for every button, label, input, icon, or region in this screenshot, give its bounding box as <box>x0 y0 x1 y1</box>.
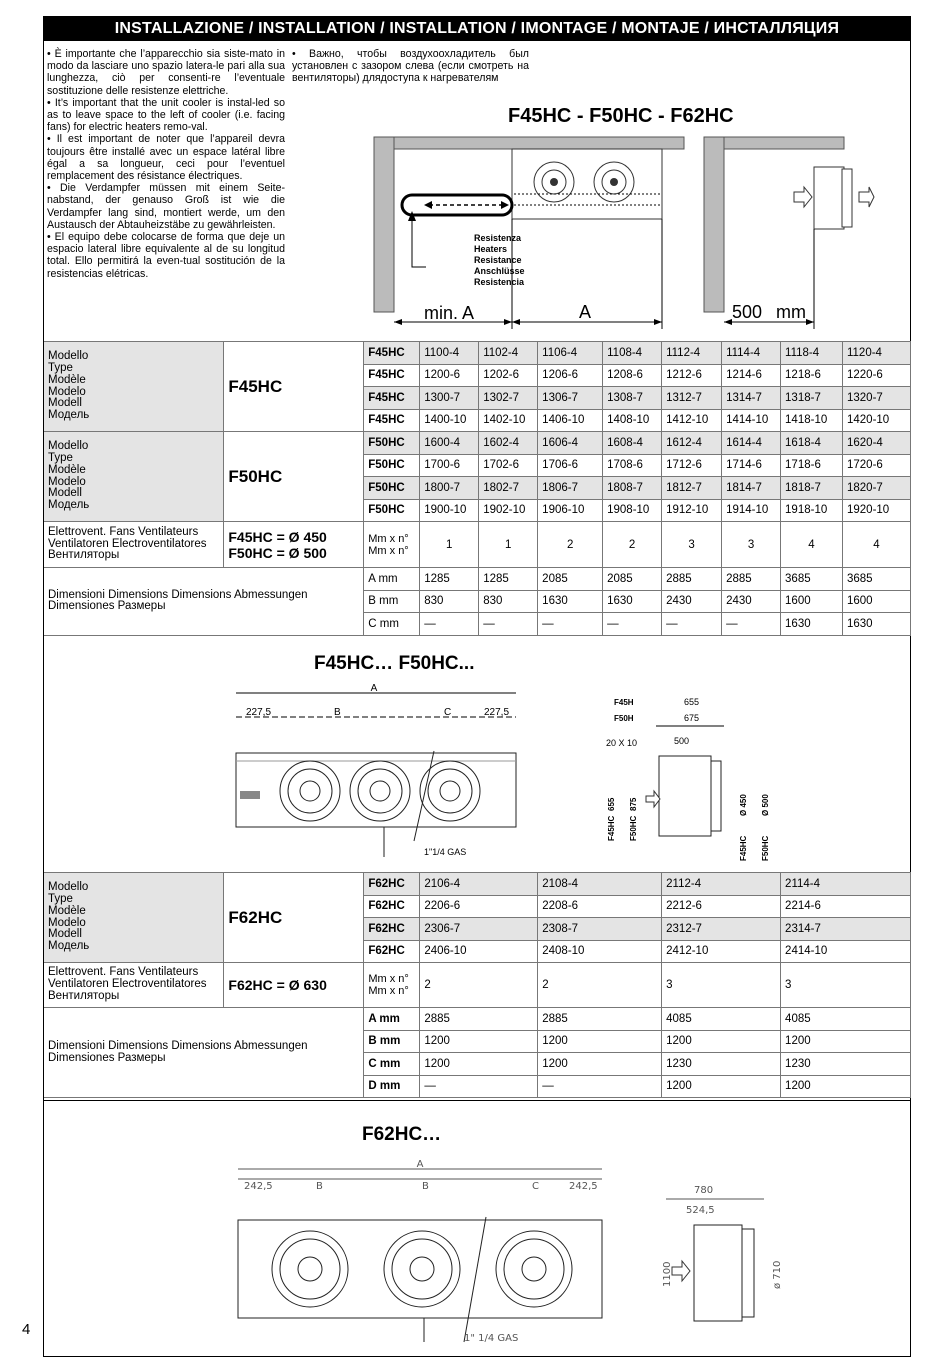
dim-label: C mm <box>364 1053 420 1076</box>
model-label-line: Модель <box>48 408 90 421</box>
dim-cell: 2885 <box>420 1008 538 1031</box>
model-label-line: Modelo <box>48 916 86 929</box>
model-label-line: Modèle <box>48 463 86 476</box>
dim-cell: 1600 <box>781 590 843 613</box>
model-cell: 1806-7 <box>538 477 603 500</box>
model-label-line: Modèle <box>48 373 86 386</box>
model-cell: 1300-7 <box>420 387 479 410</box>
model-cell: 1106-4 <box>538 342 603 365</box>
model-cell: 1614-4 <box>722 432 781 455</box>
diagram2-title: F45HC… F50HC... <box>314 653 475 674</box>
model-cell: 1606-4 <box>538 432 603 455</box>
page-title: INSTALLAZIONE / INSTALLATION / INSTALLATION / IMONTAGE / MONTAJE / ИНСТАЛЛЯЦИЯ <box>44 17 910 41</box>
model-cell: 1912-10 <box>662 499 722 522</box>
dim-cell: 1600 <box>842 590 910 613</box>
dim-cell: 1200 <box>781 1075 911 1098</box>
fan-count: 3 <box>781 963 911 1008</box>
fan-spec-line: F50HC = Ø 500 <box>228 544 327 561</box>
model-cell: 1220-6 <box>842 364 910 387</box>
dim-cell: 2085 <box>538 568 603 591</box>
dim-cell: 1285 <box>420 568 479 591</box>
model-cell: 1802-7 <box>479 477 538 500</box>
side-1100: 1100 <box>662 1261 673 1287</box>
row-code: F50HC <box>364 432 420 455</box>
dim-cell: — <box>722 613 781 636</box>
model-cell: 1212-6 <box>662 364 722 387</box>
model-cell: 1908-10 <box>603 499 662 522</box>
model-cell: 1602-4 <box>479 432 538 455</box>
dimensions-label-line: Dimensioni Dimensions Dimensions Abmessungen <box>48 1039 308 1052</box>
intro-text-left <box>47 48 285 280</box>
side-675: 675 <box>684 713 700 723</box>
model-cell: 1608-4 <box>603 432 662 455</box>
model-label-line: Modell <box>48 928 82 941</box>
fans-label <box>44 963 224 1008</box>
a-label: A <box>579 302 592 322</box>
dim-cell: — <box>662 613 722 636</box>
intro-paragraph: • El equipo debe colocarse de forma que deje un espacio lateral libre equivalente al de su longitud total. Ello permitirá la even-tual sostitución de la resistencias elétricas. <box>47 231 285 280</box>
f62-drawing <box>224 1157 784 1352</box>
model-cell: 1714-6 <box>722 454 781 477</box>
model-cell: 1306-7 <box>538 387 603 410</box>
dim-cell: 2885 <box>662 568 722 591</box>
model-cell: 1406-10 <box>538 409 603 432</box>
model-cell: 1112-4 <box>662 342 722 365</box>
model-cell: 1906-10 <box>538 499 603 522</box>
model-cell: 1618-4 <box>781 432 843 455</box>
side-f45hc: F45HC <box>607 815 616 841</box>
side-875: 875 <box>629 797 638 811</box>
model-cell: 2406-10 <box>420 940 538 963</box>
dim-right-label: 227,5 <box>484 707 510 718</box>
fan-unit-line: Mm x n° <box>368 544 409 557</box>
model-cell: 1620-4 <box>842 432 910 455</box>
fans-label-line: Elettrovent. Fans Ventilateurs <box>48 525 199 538</box>
row-code: F45HC <box>364 342 420 365</box>
fan-count: 3 <box>662 963 781 1008</box>
dimensions-label-line: Dimensioni Dimensions Dimensions Abmessungen <box>48 588 308 601</box>
installation-diagram <box>374 137 874 342</box>
intro-paragraph: • Il est important de noter que l’appareil devra toujours être installé avec un espace latéral libre égal a sa longueur, ceci pour l’eventuel remplacement des résistance électriques. <box>47 133 285 183</box>
model-cell: 1312-7 <box>662 387 722 410</box>
side-655: 655 <box>684 697 700 707</box>
model-cell: 2312-7 <box>662 918 781 941</box>
model-cell: 1700-6 <box>420 454 479 477</box>
model-cell: 2112-4 <box>662 873 781 896</box>
row-code: F62HC <box>364 873 420 896</box>
dim-b2-label: B <box>422 1181 429 1192</box>
model-cell: 1712-6 <box>662 454 722 477</box>
dim-b1-label: B <box>316 1181 323 1192</box>
model-cell: 2314-7 <box>781 918 911 941</box>
fan-unit <box>364 522 420 568</box>
fan-unit-line: Mm x n° <box>368 532 409 545</box>
side-500: 500 <box>674 736 690 746</box>
model-label-line: Type <box>48 893 73 906</box>
fans-label-line: Вентиляторы <box>48 549 120 562</box>
model-cell: 1708-6 <box>603 454 662 477</box>
model-cell: 2106-4 <box>420 873 538 896</box>
side-f50hc2: F50HC <box>761 835 770 861</box>
model-cell: 1100-4 <box>420 342 479 365</box>
side-655v: 655 <box>607 797 616 811</box>
dim-label: B mm <box>364 1030 420 1053</box>
model-cell: 1720-6 <box>842 454 910 477</box>
fans-label-line: Elettrovent. Fans Ventilateurs <box>48 966 199 979</box>
dimensions-label-line: Dimensiones Размеры <box>48 600 166 613</box>
side-780: 780 <box>694 1185 714 1196</box>
row-code: F50HC <box>364 477 420 500</box>
dim-cell: 1285 <box>479 568 538 591</box>
page-frame <box>43 16 911 1357</box>
fan-count: 4 <box>842 522 910 568</box>
model-label-line: Модель <box>48 939 90 952</box>
dim-cell: — <box>420 1075 538 1098</box>
row-code: F45HC <box>364 364 420 387</box>
row-code: F45HC <box>364 387 420 410</box>
model-cell: 1818-7 <box>781 477 843 500</box>
model-cell: 1120-4 <box>842 342 910 365</box>
model-cell: 2408-10 <box>538 940 662 963</box>
model-name: F62HC <box>224 873 364 963</box>
dim-b-label: B <box>334 707 341 718</box>
row-code: F62HC <box>364 918 420 941</box>
dim-cell: 830 <box>420 590 479 613</box>
dim-cell: 1630 <box>603 590 662 613</box>
model-cell: 1408-10 <box>603 409 662 432</box>
dim-c-label: C <box>532 1181 539 1192</box>
model-label-line: Modelo <box>48 475 86 488</box>
model-label <box>44 342 224 432</box>
side-f45hc2: F45HC <box>739 835 748 861</box>
side-5245: 524,5 <box>686 1205 715 1216</box>
dim-cell: 1200 <box>781 1030 911 1053</box>
model-cell: 2206-6 <box>420 895 538 918</box>
fan-count: 1 <box>420 522 479 568</box>
model-cell: 2308-7 <box>538 918 662 941</box>
gas-label: 1" 1/4 GAS <box>464 1333 519 1344</box>
fan-unit <box>364 963 420 1008</box>
model-cell: 1412-10 <box>662 409 722 432</box>
dim-cell: 1200 <box>420 1053 538 1076</box>
model-cell: 1200-6 <box>420 364 479 387</box>
row-code: F62HC <box>364 940 420 963</box>
model-cell: 1812-7 <box>662 477 722 500</box>
clearance-value: 500 <box>732 302 763 322</box>
model-label <box>44 432 224 522</box>
intro-paragraph: • Die Verdampfer müssen mit einem Seite-nabstand, der genauso Groß ist wie die Verdampfer lang sind, montiert werde, um den Austausch der Abtauheizstäbe zu gewährleisten. <box>47 182 285 231</box>
fan-count: 2 <box>603 522 662 568</box>
heater-label: Heaters <box>474 244 508 254</box>
model-cell: 1302-7 <box>479 387 538 410</box>
dim-left-label: 242,5 <box>244 1181 273 1192</box>
fan-spec: F62HC = Ø 630 <box>224 963 364 1008</box>
model-cell: 1108-4 <box>603 342 662 365</box>
dim-cell: 1630 <box>781 613 843 636</box>
model-cell: 1308-7 <box>603 387 662 410</box>
model-cell: 1800-7 <box>420 477 479 500</box>
dimensions-label <box>44 568 364 636</box>
model-cell: 2412-10 <box>662 940 781 963</box>
model-cell: 1914-10 <box>722 499 781 522</box>
dim-cell: 2430 <box>662 590 722 613</box>
fan-spec <box>224 522 364 568</box>
fan-count: 1 <box>479 522 538 568</box>
heater-label: Resistance <box>474 255 522 265</box>
model-label-line: Modèle <box>48 904 86 917</box>
dim-cell: — <box>479 613 538 636</box>
model-label-line: Модель <box>48 498 90 511</box>
model-label-line: Type <box>48 362 73 375</box>
model-name: F50HC <box>224 432 364 522</box>
side-d450: Ø 450 <box>739 794 748 816</box>
row-code: F45HC <box>364 409 420 432</box>
fan-unit-line: Mm x n° <box>368 973 409 985</box>
model-label <box>44 873 224 963</box>
dim-a-label: A <box>416 1159 424 1170</box>
model-cell: 1814-7 <box>722 477 781 500</box>
dim-cell: 1200 <box>538 1030 662 1053</box>
dim-cell: 1230 <box>662 1053 781 1076</box>
intro-paragraph: • It’s important that the unit cooler is instal-led so as to leave space to the left of cooler (i.e. facing fans) for electric heaters remo-val. <box>47 96 285 134</box>
model-cell: 1808-7 <box>603 477 662 500</box>
intro-paragraph: • È importante che l’apparecchio sia siste-mato in modo da lasciare uno spazio latera-le pari alla sua lunghezza, ciò per consenti-re l’eventuale sostituzione delle resistenze elettriche. <box>47 48 285 97</box>
fan-count: 4 <box>781 522 843 568</box>
row-code: F50HC <box>364 499 420 522</box>
section-divider <box>44 1100 910 1101</box>
model-cell: 2414-10 <box>781 940 911 963</box>
model-cell: 1402-10 <box>479 409 538 432</box>
intro-paragraph-ru: • Важно, чтобы воздухоохладитель был установлен с зазором слева (если смотреть на вентиляторы) длядоступа к нагревателям <box>292 48 529 85</box>
model-cell: 1206-6 <box>538 364 603 387</box>
model-cell: 1600-4 <box>420 432 479 455</box>
dim-cell: 4085 <box>662 1008 781 1031</box>
model-cell: 1202-6 <box>479 364 538 387</box>
dim-cell: 2885 <box>538 1008 662 1031</box>
model-cell: 1118-4 <box>781 342 843 365</box>
model-label-line: Modello <box>48 350 89 363</box>
f45-f50-table <box>44 341 911 636</box>
model-cell: 2208-6 <box>538 895 662 918</box>
model-cell: 1208-6 <box>603 364 662 387</box>
model-cell: 2306-7 <box>420 918 538 941</box>
model-cell: 1702-6 <box>479 454 538 477</box>
dim-left-label: 227,5 <box>246 707 272 718</box>
heater-label: Resistenza <box>474 233 522 243</box>
model-cell: 2214-6 <box>781 895 911 918</box>
model-label-line: Type <box>48 452 73 465</box>
fan-count: 2 <box>538 963 662 1008</box>
model-cell: 1418-10 <box>781 409 843 432</box>
dim-label: A mm <box>364 1008 420 1031</box>
dimensions-label <box>44 1008 364 1098</box>
model-cell: 2114-4 <box>781 873 911 896</box>
model-cell: 1612-4 <box>662 432 722 455</box>
model-label-line: Modello <box>48 881 89 894</box>
dim-label: A mm <box>364 568 420 591</box>
side-f50h: F50H <box>614 714 634 723</box>
side-f45h: F45H <box>614 698 634 707</box>
model-cell: 1820-7 <box>842 477 910 500</box>
model-cell: 1218-6 <box>781 364 843 387</box>
dim-cell: 1200 <box>662 1030 781 1053</box>
model-cell: 1706-6 <box>538 454 603 477</box>
dim-cell: 2885 <box>722 568 781 591</box>
fans-label <box>44 522 224 568</box>
dim-c-label: C <box>444 707 452 718</box>
side-f50hc: F50HC <box>629 815 638 841</box>
model-cell: 1102-4 <box>479 342 538 365</box>
heater-label: Resistencia <box>474 277 525 287</box>
side-d710: ø 710 <box>772 1260 783 1289</box>
side-20x10: 20 X 10 <box>606 738 638 748</box>
dim-cell: 3685 <box>842 568 910 591</box>
model-cell: 1902-10 <box>479 499 538 522</box>
model-label-line: Modelo <box>48 385 86 398</box>
dim-label: D mm <box>364 1075 420 1098</box>
model-cell: 1214-6 <box>722 364 781 387</box>
intro-text-right <box>292 48 529 85</box>
dim-cell: — <box>420 613 479 636</box>
diagram3-title: F62HC… <box>362 1124 442 1145</box>
dim-cell: — <box>603 613 662 636</box>
model-cell: 1414-10 <box>722 409 781 432</box>
dim-cell: 2430 <box>722 590 781 613</box>
model-label-line: Modell <box>48 487 82 500</box>
dim-cell: — <box>538 1075 662 1098</box>
fan-count: 3 <box>662 522 722 568</box>
gas-label: 1"1/4 GAS <box>424 847 467 857</box>
heater-label: Anschlüsse <box>474 266 525 276</box>
model-name: F45HC <box>224 342 364 432</box>
side-d500: Ø 500 <box>761 794 770 816</box>
model-cell: 1400-10 <box>420 409 479 432</box>
model-cell: 1420-10 <box>842 409 910 432</box>
model-cell: 1920-10 <box>842 499 910 522</box>
model-cell: 2108-4 <box>538 873 662 896</box>
fan-unit-line: Mm x n° <box>368 985 409 997</box>
min-a-label: min. A <box>424 303 475 323</box>
dimensions-label-line: Dimensiones Размеры <box>48 1051 166 1064</box>
clearance-unit: mm <box>776 302 806 322</box>
model-cell: 1314-7 <box>722 387 781 410</box>
dim-cell: 1200 <box>420 1030 538 1053</box>
dim-cell: 4085 <box>781 1008 911 1031</box>
fan-spec-line: F45HC = Ø 450 <box>228 528 327 545</box>
dim-cell: 830 <box>479 590 538 613</box>
fan-count: 2 <box>420 963 538 1008</box>
dim-cell: 1200 <box>662 1075 781 1098</box>
dim-cell: 1200 <box>538 1053 662 1076</box>
dim-label: B mm <box>364 590 420 613</box>
model-cell: 1900-10 <box>420 499 479 522</box>
model-label-line: Modell <box>48 397 82 410</box>
diagram1-title: F45HC - F50HC - F62HC <box>508 105 734 127</box>
fan-count: 2 <box>538 522 603 568</box>
fans-label-line: Ventilatoren Electroventilatores <box>48 978 207 991</box>
dim-cell: — <box>538 613 603 636</box>
page-number: 4 <box>22 1321 31 1338</box>
dim-cell: 1630 <box>842 613 910 636</box>
model-cell: 1320-7 <box>842 387 910 410</box>
dim-cell: 1230 <box>781 1053 911 1076</box>
model-label-line: Modello <box>48 440 89 453</box>
dim-a-label: A <box>370 683 378 694</box>
fans-label-line: Ventilatoren Electroventilatores <box>48 537 207 550</box>
model-cell: 1114-4 <box>722 342 781 365</box>
dim-cell: 1630 <box>538 590 603 613</box>
fans-label-line: Вентиляторы <box>48 989 120 1002</box>
row-code: F50HC <box>364 454 420 477</box>
model-cell: 1318-7 <box>781 387 843 410</box>
model-cell: 2212-6 <box>662 895 781 918</box>
dim-cell: 2085 <box>603 568 662 591</box>
f45-f50-drawing <box>224 681 770 861</box>
model-cell: 1718-6 <box>781 454 843 477</box>
dim-cell: 3685 <box>781 568 843 591</box>
model-cell: 1918-10 <box>781 499 843 522</box>
dim-right-label: 242,5 <box>569 1181 598 1192</box>
row-code: F62HC <box>364 895 420 918</box>
f62-table <box>44 872 911 1098</box>
fan-count: 3 <box>722 522 781 568</box>
dim-label: C mm <box>364 613 420 636</box>
